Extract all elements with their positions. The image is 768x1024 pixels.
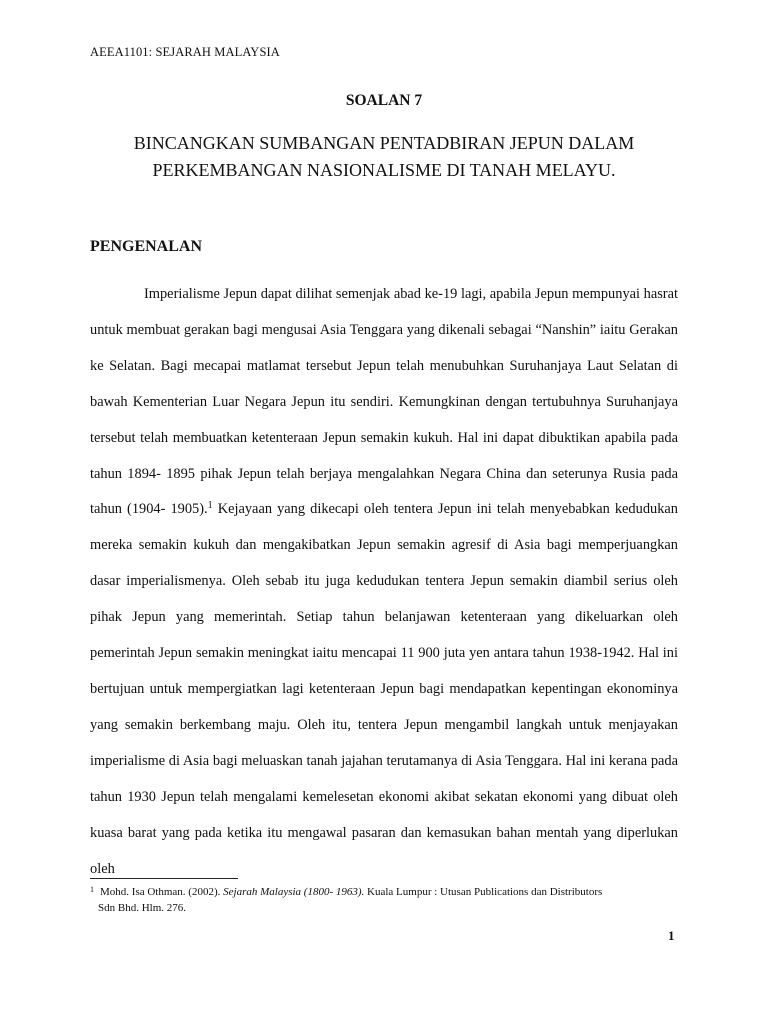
body-paragraph — [90, 277, 678, 887]
footnote-number: 1 — [90, 885, 94, 894]
running-header: AEEA1101: SEJARAH MALAYSIA — [90, 45, 280, 59]
footnote-separator — [90, 878, 238, 879]
footnote-book-title: Sejarah Malaysia (1800- 1963). — [223, 886, 365, 898]
footnote-citation-start: Mohd. Isa Othman. (2002). — [100, 886, 224, 898]
section-heading: PENGENALAN — [90, 238, 203, 255]
footnote — [90, 882, 690, 916]
footnote-continuation: Sdn Bhd. Hlm. 276. — [98, 902, 187, 914]
footnote-citation-end: Kuala Lumpur : Utusan Publications dan Distributors — [364, 886, 603, 898]
question-text: BINCANGKAN SUMBANGAN PENTADBIRAN JEPUN DALAM PERKEMBANGAN NASIONALISME DI TANAH MELAYU. — [133, 133, 635, 180]
question-number: SOALAN 7 — [345, 92, 423, 109]
page-number: 1 — [668, 928, 675, 943]
paragraph-text-part2: Kejayaan yang dikecapi oleh tentera Jepun ini telah menyebabkan kedudukan mereka semakin kukuh dan mengakibatkan Jepun semakin agresif di Asia bagi memperjuangkan dasar imperialismenya. Oleh sebab itu juga kedudukan tentera Jepun semakin diambil serius oleh pihak Jepun yang memerintah. Setiap tahun belanjawan ketenteraan yang dikeluarkan oleh pemerintah Jepun semakin meningkat iaitu mencapai 11 900 juta yen antara tahun 1938-1942. Hal ini bertujuan untuk mempergiatkan lagi ketenteraan Jepun bagi mendapatkan kepentingan ekonominya yang semakin berkembang maju. Oleh itu, tentera Jepun mengambil langkah untuk menjayakan imperialisme di Asia bagi meluaskan tanah jajahan terutamanya di Asia Tenggara. Hal ini kerana pada tahun 1930 Jepun telah mengalami kemelesetan ekonomi akibat sekatan ekonomi yang dibuat oleh kuasa barat yang pada ketika itu mengawal pasaran dan kemasukan bahan mentah yang diperlukan oleh — [90, 501, 678, 877]
footnote-reference[interactable]: 1 — [207, 500, 213, 512]
paragraph-text-part1: Imperialisme Jepun dapat dilihat semenjak abad ke-19 lagi, apabila Jepun mempunyai hasrat untuk membuat gerakan bagi mengusai Asia Tenggara yang dikenali sebagai “Nanshin” iaitu Gerakan ke Selatan. Bagi mecapai matlamat tersebut Jepun telah menubuhkan Suruhanjaya Laut Selatan di bawah Kementerian Luar Negara Jepun itu sendiri. Kemungkinan dengan tertubuhnya Suruhanjaya tersebut telah membuatkan ketenteraan Jepun semakin kukuh. Hal ini dapat dibuktikan apabila pada tahun 1894- 1895 pihak Jepun telah berjaya mengalahkan Negara China dan seterunya Rusia pada tahun (1904- 1905). — [90, 286, 678, 518]
